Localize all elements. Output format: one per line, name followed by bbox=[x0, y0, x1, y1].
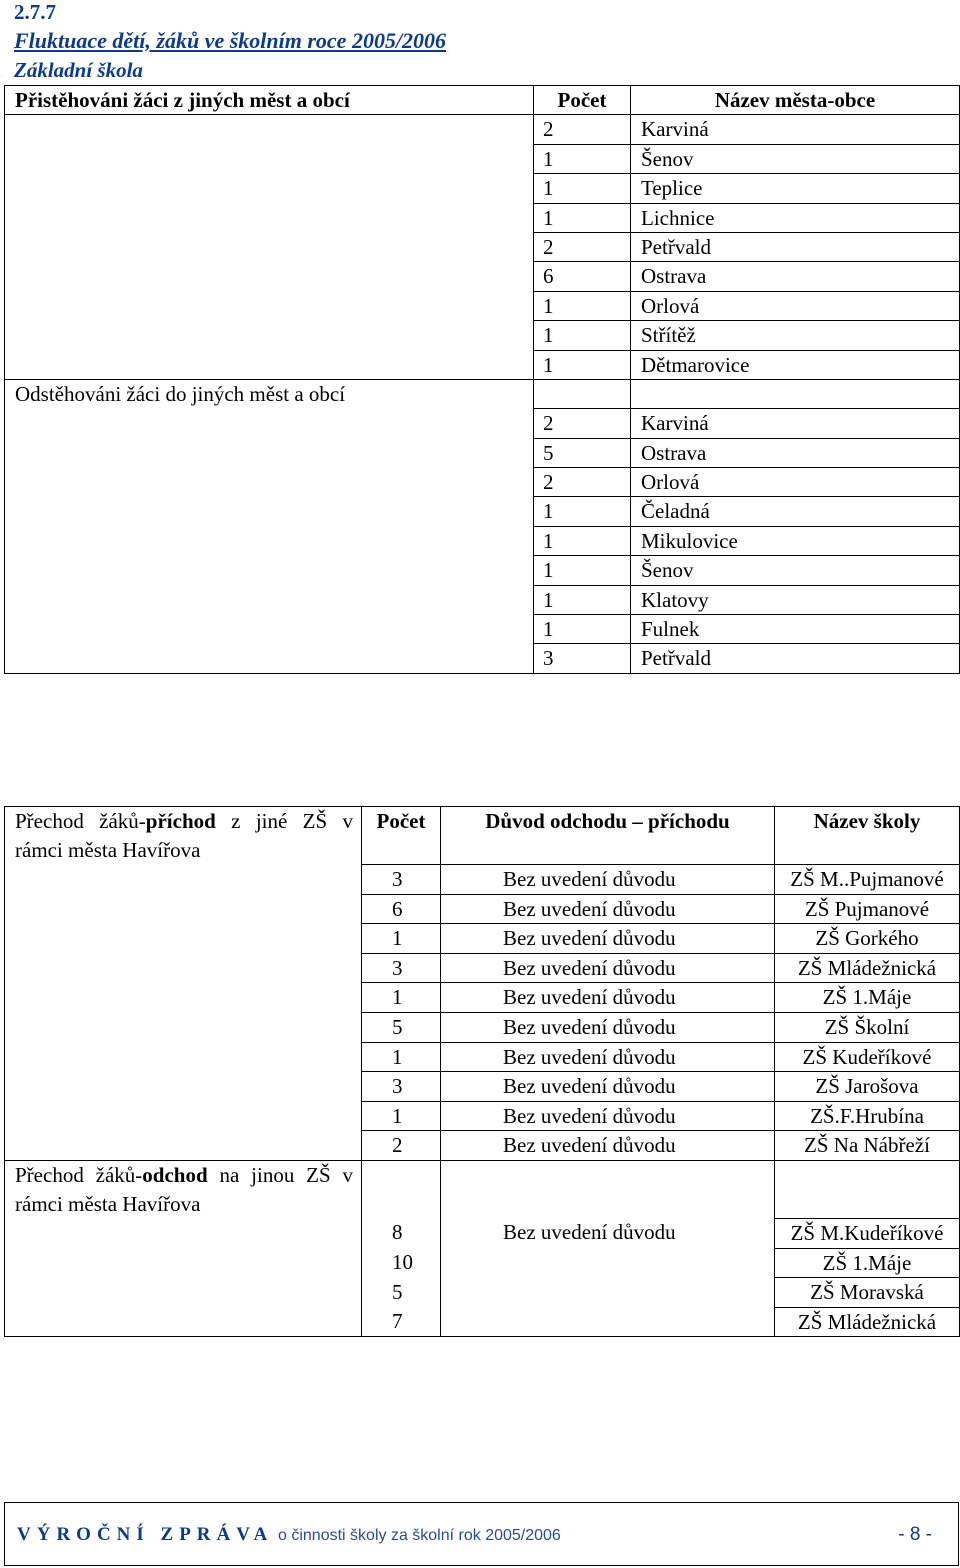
count-cell: 1 bbox=[534, 203, 631, 232]
table-row bbox=[5, 585, 960, 614]
table-row bbox=[5, 1160, 960, 1218]
group-cell bbox=[5, 953, 362, 983]
city-cell: Čeladná bbox=[631, 497, 960, 526]
city-cell: Šenov bbox=[631, 556, 960, 585]
count-cell: 1 bbox=[362, 1101, 441, 1131]
count-cell: 2 bbox=[534, 468, 631, 497]
group-cell bbox=[5, 644, 534, 673]
header-group: Přistěhováni žáci z jiných měst a obcí bbox=[5, 86, 534, 115]
city-cell: Lichnice bbox=[631, 203, 960, 232]
school-cell: ZŠ Gorkého bbox=[775, 924, 960, 954]
school-cell: ZŠ Jarošova bbox=[775, 1072, 960, 1102]
count-cell: 1 bbox=[534, 144, 631, 173]
count-cell: 5 bbox=[534, 438, 631, 467]
group-cell bbox=[5, 350, 534, 379]
group-cell bbox=[5, 1278, 362, 1308]
group-cell bbox=[5, 1101, 362, 1131]
city-cell: Ostrava bbox=[631, 438, 960, 467]
departure-label bbox=[5, 1160, 362, 1218]
group-cell bbox=[5, 468, 534, 497]
school-cell: ZŠ Školní bbox=[775, 1012, 960, 1042]
footer-title bbox=[17, 1524, 561, 1546]
city-cell: Mikulovice bbox=[631, 526, 960, 555]
reason-cell: Bez uvedení důvodu bbox=[441, 1042, 775, 1072]
reason-cell: Bez uvedení důvodu bbox=[441, 865, 775, 895]
footer-report-title: VÝROČNÍ ZPRÁVA bbox=[17, 1524, 274, 1545]
count-cell: 1 bbox=[534, 174, 631, 203]
table-row bbox=[5, 409, 960, 438]
table-row bbox=[5, 262, 960, 291]
group-cell bbox=[5, 1072, 362, 1102]
city-cell bbox=[631, 379, 960, 408]
school-cell: ZŠ Moravská bbox=[775, 1278, 960, 1308]
count-cell: 1 bbox=[534, 291, 631, 320]
school-cell: ZŠ.F.Hrubína bbox=[775, 1101, 960, 1131]
transfer-table bbox=[4, 806, 960, 1337]
table-row bbox=[5, 115, 960, 144]
group-cell bbox=[5, 526, 534, 555]
group-cell bbox=[5, 894, 362, 924]
count-cell: 8 bbox=[362, 1218, 441, 1248]
arrival-label bbox=[5, 807, 362, 865]
count-cell: 1 bbox=[534, 585, 631, 614]
city-cell: Střítěž bbox=[631, 321, 960, 350]
table-row bbox=[5, 1218, 960, 1248]
count-cell: 7 bbox=[362, 1307, 441, 1337]
table-row bbox=[5, 497, 960, 526]
group-cell bbox=[5, 1218, 362, 1248]
school-cell: ZŠ Mládežnická bbox=[775, 953, 960, 983]
count-cell: 2 bbox=[534, 409, 631, 438]
reason-cell: Bez uvedení důvodu bbox=[441, 1131, 775, 1161]
city-cell: Ostrava bbox=[631, 262, 960, 291]
header-reason: Důvod odchodu – příchodu bbox=[441, 807, 775, 865]
count-cell: 1 bbox=[362, 924, 441, 954]
group-cell bbox=[5, 321, 534, 350]
table-row bbox=[5, 1042, 960, 1072]
count-cell: 1 bbox=[362, 983, 441, 1013]
table-row bbox=[5, 1101, 960, 1131]
table-row bbox=[5, 894, 960, 924]
reason-cell: Bez uvedení důvodu bbox=[441, 953, 775, 983]
table-row bbox=[5, 1131, 960, 1161]
city-cell: Šenov bbox=[631, 144, 960, 173]
count-cell bbox=[362, 1160, 441, 1218]
page-footer bbox=[4, 1502, 959, 1566]
section-subtitle: Základní škola bbox=[14, 58, 143, 82]
reason-cell bbox=[441, 1278, 775, 1308]
group-cell bbox=[5, 1307, 362, 1337]
city-cell: Orlová bbox=[631, 291, 960, 320]
footer-report-subtitle: o činnosti školy za školní rok 2005/2006 bbox=[278, 1527, 561, 1544]
count-cell: 6 bbox=[362, 894, 441, 924]
school-cell: ZŠ M..Pujmanové bbox=[775, 865, 960, 895]
city-cell: Petřvald bbox=[631, 644, 960, 673]
table-row bbox=[5, 526, 960, 555]
count-cell: 1 bbox=[534, 615, 631, 644]
table-row bbox=[5, 1072, 960, 1102]
table-row bbox=[5, 1012, 960, 1042]
reason-cell: Bez uvedení důvodu bbox=[441, 894, 775, 924]
migration-table bbox=[4, 85, 960, 674]
table-row bbox=[5, 953, 960, 983]
departure-label-part-2: na jinou ZŠ v rámci města Havířova bbox=[15, 1162, 354, 1216]
table-row bbox=[5, 924, 960, 954]
count-cell: 1 bbox=[534, 526, 631, 555]
departure-label-bold: odchod bbox=[142, 1162, 208, 1187]
school-cell: ZŠ Na Nábřeží bbox=[775, 1131, 960, 1161]
table-header-row bbox=[5, 807, 960, 865]
count-cell: 5 bbox=[362, 1012, 441, 1042]
count-cell: 6 bbox=[534, 262, 631, 291]
group-cell bbox=[5, 1131, 362, 1161]
table-row bbox=[5, 1278, 960, 1308]
group-cell bbox=[5, 144, 534, 173]
school-cell: ZŠ M.Kudeříkové bbox=[775, 1218, 960, 1248]
arrival-label-part-2: z jiné ZŠ v rámci města Havířova bbox=[15, 809, 353, 862]
table-row bbox=[5, 1248, 960, 1278]
group-cell bbox=[5, 585, 534, 614]
count-cell: 3 bbox=[534, 644, 631, 673]
city-cell: Teplice bbox=[631, 174, 960, 203]
group-cell bbox=[5, 1012, 362, 1042]
header-count: Počet bbox=[534, 86, 631, 115]
table-header-row bbox=[5, 86, 960, 115]
section-number: 2.7.7 bbox=[14, 0, 56, 24]
table-row bbox=[5, 350, 960, 379]
count-cell: 2 bbox=[362, 1131, 441, 1161]
city-cell: Orlová bbox=[631, 468, 960, 497]
group-cell bbox=[5, 174, 534, 203]
count-cell: 5 bbox=[362, 1278, 441, 1308]
count-cell: 3 bbox=[362, 953, 441, 983]
header-school: Název školy bbox=[775, 807, 960, 865]
section-title: Fluktuace dětí, žáků ve školním roce 2005/2006 bbox=[14, 28, 447, 53]
table-row bbox=[5, 983, 960, 1013]
school-cell: ZŠ Mládežnická bbox=[775, 1307, 960, 1337]
count-cell: 1 bbox=[534, 321, 631, 350]
table-row bbox=[5, 379, 960, 408]
moved-out-label: Odstěhováni žáci do jiných měst a obcí bbox=[5, 379, 534, 408]
table-row bbox=[5, 321, 960, 350]
school-cell: ZŠ 1.Máje bbox=[775, 1248, 960, 1278]
reason-cell bbox=[441, 1160, 775, 1218]
reason-cell: Bez uvedení důvodu bbox=[441, 1101, 775, 1131]
count-cell: 3 bbox=[362, 865, 441, 895]
count-cell: 2 bbox=[534, 232, 631, 261]
header-name: Název města-obce bbox=[631, 86, 960, 115]
count-cell: 1 bbox=[534, 556, 631, 585]
table-row bbox=[5, 556, 960, 585]
reason-cell: Bez uvedení důvodu bbox=[441, 1218, 775, 1248]
table-row bbox=[5, 468, 960, 497]
school-cell: ZŠ Kudeříkové bbox=[775, 1042, 960, 1072]
count-cell: 3 bbox=[362, 1072, 441, 1102]
group-cell bbox=[5, 983, 362, 1013]
count-cell: 1 bbox=[534, 350, 631, 379]
table-row bbox=[5, 144, 960, 173]
group-cell bbox=[5, 615, 534, 644]
city-cell: Klatovy bbox=[631, 585, 960, 614]
count-cell bbox=[534, 379, 631, 408]
city-cell: Karviná bbox=[631, 115, 960, 144]
school-cell: ZŠ 1.Máje bbox=[775, 983, 960, 1013]
count-cell: 10 bbox=[362, 1248, 441, 1278]
reason-cell bbox=[441, 1307, 775, 1337]
table-row bbox=[5, 1307, 960, 1337]
count-cell: 1 bbox=[534, 497, 631, 526]
page-number: - 8 - bbox=[898, 1524, 932, 1545]
group-cell bbox=[5, 262, 534, 291]
table-row bbox=[5, 174, 960, 203]
group-cell bbox=[5, 556, 534, 585]
group-cell bbox=[5, 924, 362, 954]
group-cell bbox=[5, 1248, 362, 1278]
arrival-label-part-1: Přechod žáků- bbox=[15, 809, 146, 833]
school-cell bbox=[775, 1160, 960, 1218]
table-row bbox=[5, 438, 960, 467]
group-cell bbox=[5, 409, 534, 438]
table-row bbox=[5, 644, 960, 673]
group-cell bbox=[5, 115, 534, 144]
table-row bbox=[5, 291, 960, 320]
count-cell: 1 bbox=[362, 1042, 441, 1072]
header-count: Počet bbox=[362, 807, 441, 865]
table-row bbox=[5, 865, 960, 895]
group-cell bbox=[5, 438, 534, 467]
city-cell: Petřvald bbox=[631, 232, 960, 261]
school-cell: ZŠ Pujmanové bbox=[775, 894, 960, 924]
city-cell: Fulnek bbox=[631, 615, 960, 644]
reason-cell: Bez uvedení důvodu bbox=[441, 983, 775, 1013]
reason-cell: Bez uvedení důvodu bbox=[441, 1072, 775, 1102]
reason-cell: Bez uvedení důvodu bbox=[441, 1012, 775, 1042]
arrival-label-bold: příchod bbox=[145, 809, 216, 833]
table-row bbox=[5, 615, 960, 644]
reason-cell: Bez uvedení důvodu bbox=[441, 924, 775, 954]
group-cell bbox=[5, 497, 534, 526]
group-cell bbox=[5, 291, 534, 320]
table-row bbox=[5, 203, 960, 232]
group-cell bbox=[5, 232, 534, 261]
city-cell: Dětmarovice bbox=[631, 350, 960, 379]
group-cell bbox=[5, 865, 362, 895]
count-cell: 2 bbox=[534, 115, 631, 144]
departure-label-part-1: Přechod žáků- bbox=[15, 1162, 143, 1187]
reason-cell bbox=[441, 1248, 775, 1278]
group-cell bbox=[5, 1042, 362, 1072]
city-cell: Karviná bbox=[631, 409, 960, 438]
group-cell bbox=[5, 203, 534, 232]
table-row bbox=[5, 232, 960, 261]
